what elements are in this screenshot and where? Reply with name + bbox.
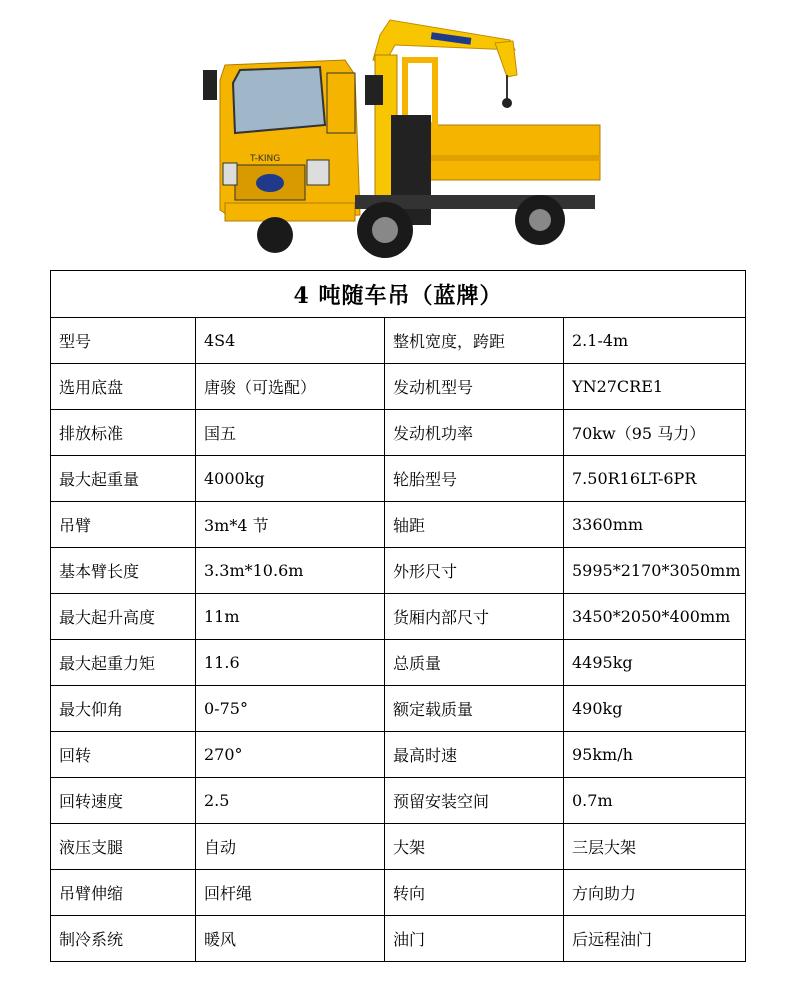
spec-table: [50, 270, 746, 962]
table-row: [51, 870, 746, 916]
spec-label: 货厢内部尺寸: [385, 594, 564, 640]
spec-value: 3m*4 节: [196, 502, 385, 548]
spec-value: 270°: [196, 732, 385, 778]
spec-label: 发动机型号: [385, 364, 564, 410]
spec-value: 国五: [196, 410, 385, 456]
spec-label: 发动机功率: [385, 410, 564, 456]
spec-value: 0.7m: [564, 778, 746, 824]
spec-value: 7.50R16LT-6PR: [564, 456, 746, 502]
table-row: [51, 594, 746, 640]
spec-label: 液压支腿: [51, 824, 196, 870]
spec-label: 基本臂长度: [51, 548, 196, 594]
spec-value: 0-75°: [196, 686, 385, 732]
spec-value: 2.1-4m: [564, 318, 746, 364]
table-row: [51, 778, 746, 824]
spec-value: 回杆绳: [196, 870, 385, 916]
spec-label: 排放标准: [51, 410, 196, 456]
spec-label: 型号: [51, 318, 196, 364]
spec-label: 外形尺寸: [385, 548, 564, 594]
spec-value: 自动: [196, 824, 385, 870]
spec-value: 490kg: [564, 686, 746, 732]
spec-label: 吊臂伸缩: [51, 870, 196, 916]
spec-label: 整机宽度，跨距: [385, 318, 564, 364]
table-title: 4 吨随车吊（蓝牌）: [51, 271, 746, 318]
spec-value: 三层大架: [564, 824, 746, 870]
table-row: [51, 732, 746, 778]
truck-crane-image: [195, 15, 615, 265]
table-row: [51, 916, 746, 962]
spec-label: 大架: [385, 824, 564, 870]
spec-label: 轴距: [385, 502, 564, 548]
spec-label: 最大仰角: [51, 686, 196, 732]
table-row: [51, 364, 746, 410]
table-row: [51, 686, 746, 732]
spec-label: 回转速度: [51, 778, 196, 824]
spec-label: 制冷系统: [51, 916, 196, 962]
spec-label: 预留安装空间: [385, 778, 564, 824]
table-row: [51, 640, 746, 686]
truck-logo: T-KING: [250, 154, 281, 164]
spec-value: 3.3m*10.6m: [196, 548, 385, 594]
spec-label: 最大起升高度: [51, 594, 196, 640]
spec-label: 回转: [51, 732, 196, 778]
spec-label: 额定载质量: [385, 686, 564, 732]
spec-label: 吊臂: [51, 502, 196, 548]
spec-label: 油门: [385, 916, 564, 962]
spec-value: 4S4: [196, 318, 385, 364]
table-row: [51, 502, 746, 548]
table-row: [51, 824, 746, 870]
table-row: [51, 318, 746, 364]
table-row: [51, 410, 746, 456]
spec-value: 4000kg: [196, 456, 385, 502]
spec-label: 总质量: [385, 640, 564, 686]
spec-value: 方向助力: [564, 870, 746, 916]
spec-value: 11.6: [196, 640, 385, 686]
spec-value: 11m: [196, 594, 385, 640]
spec-label: 轮胎型号: [385, 456, 564, 502]
spec-label: 转向: [385, 870, 564, 916]
table-row: [51, 548, 746, 594]
spec-value: 95km/h: [564, 732, 746, 778]
spec-value: 3450*2050*400mm: [564, 594, 746, 640]
spec-value: 后远程油门: [564, 916, 746, 962]
spec-value: 2.5: [196, 778, 385, 824]
spec-label: 选用底盘: [51, 364, 196, 410]
spec-value: 70kw（95 马力）: [564, 410, 746, 456]
table-row: [51, 456, 746, 502]
spec-value: YN27CRE1: [564, 364, 746, 410]
spec-label: 最大起重量: [51, 456, 196, 502]
spec-value: 3360mm: [564, 502, 746, 548]
spec-value: 暖风: [196, 916, 385, 962]
spec-value: 4495kg: [564, 640, 746, 686]
spec-value: 5995*2170*3050mm: [564, 548, 746, 594]
spec-label: 最大起重力矩: [51, 640, 196, 686]
spec-label: 最高时速: [385, 732, 564, 778]
spec-value: 唐骏（可选配）: [196, 364, 385, 410]
